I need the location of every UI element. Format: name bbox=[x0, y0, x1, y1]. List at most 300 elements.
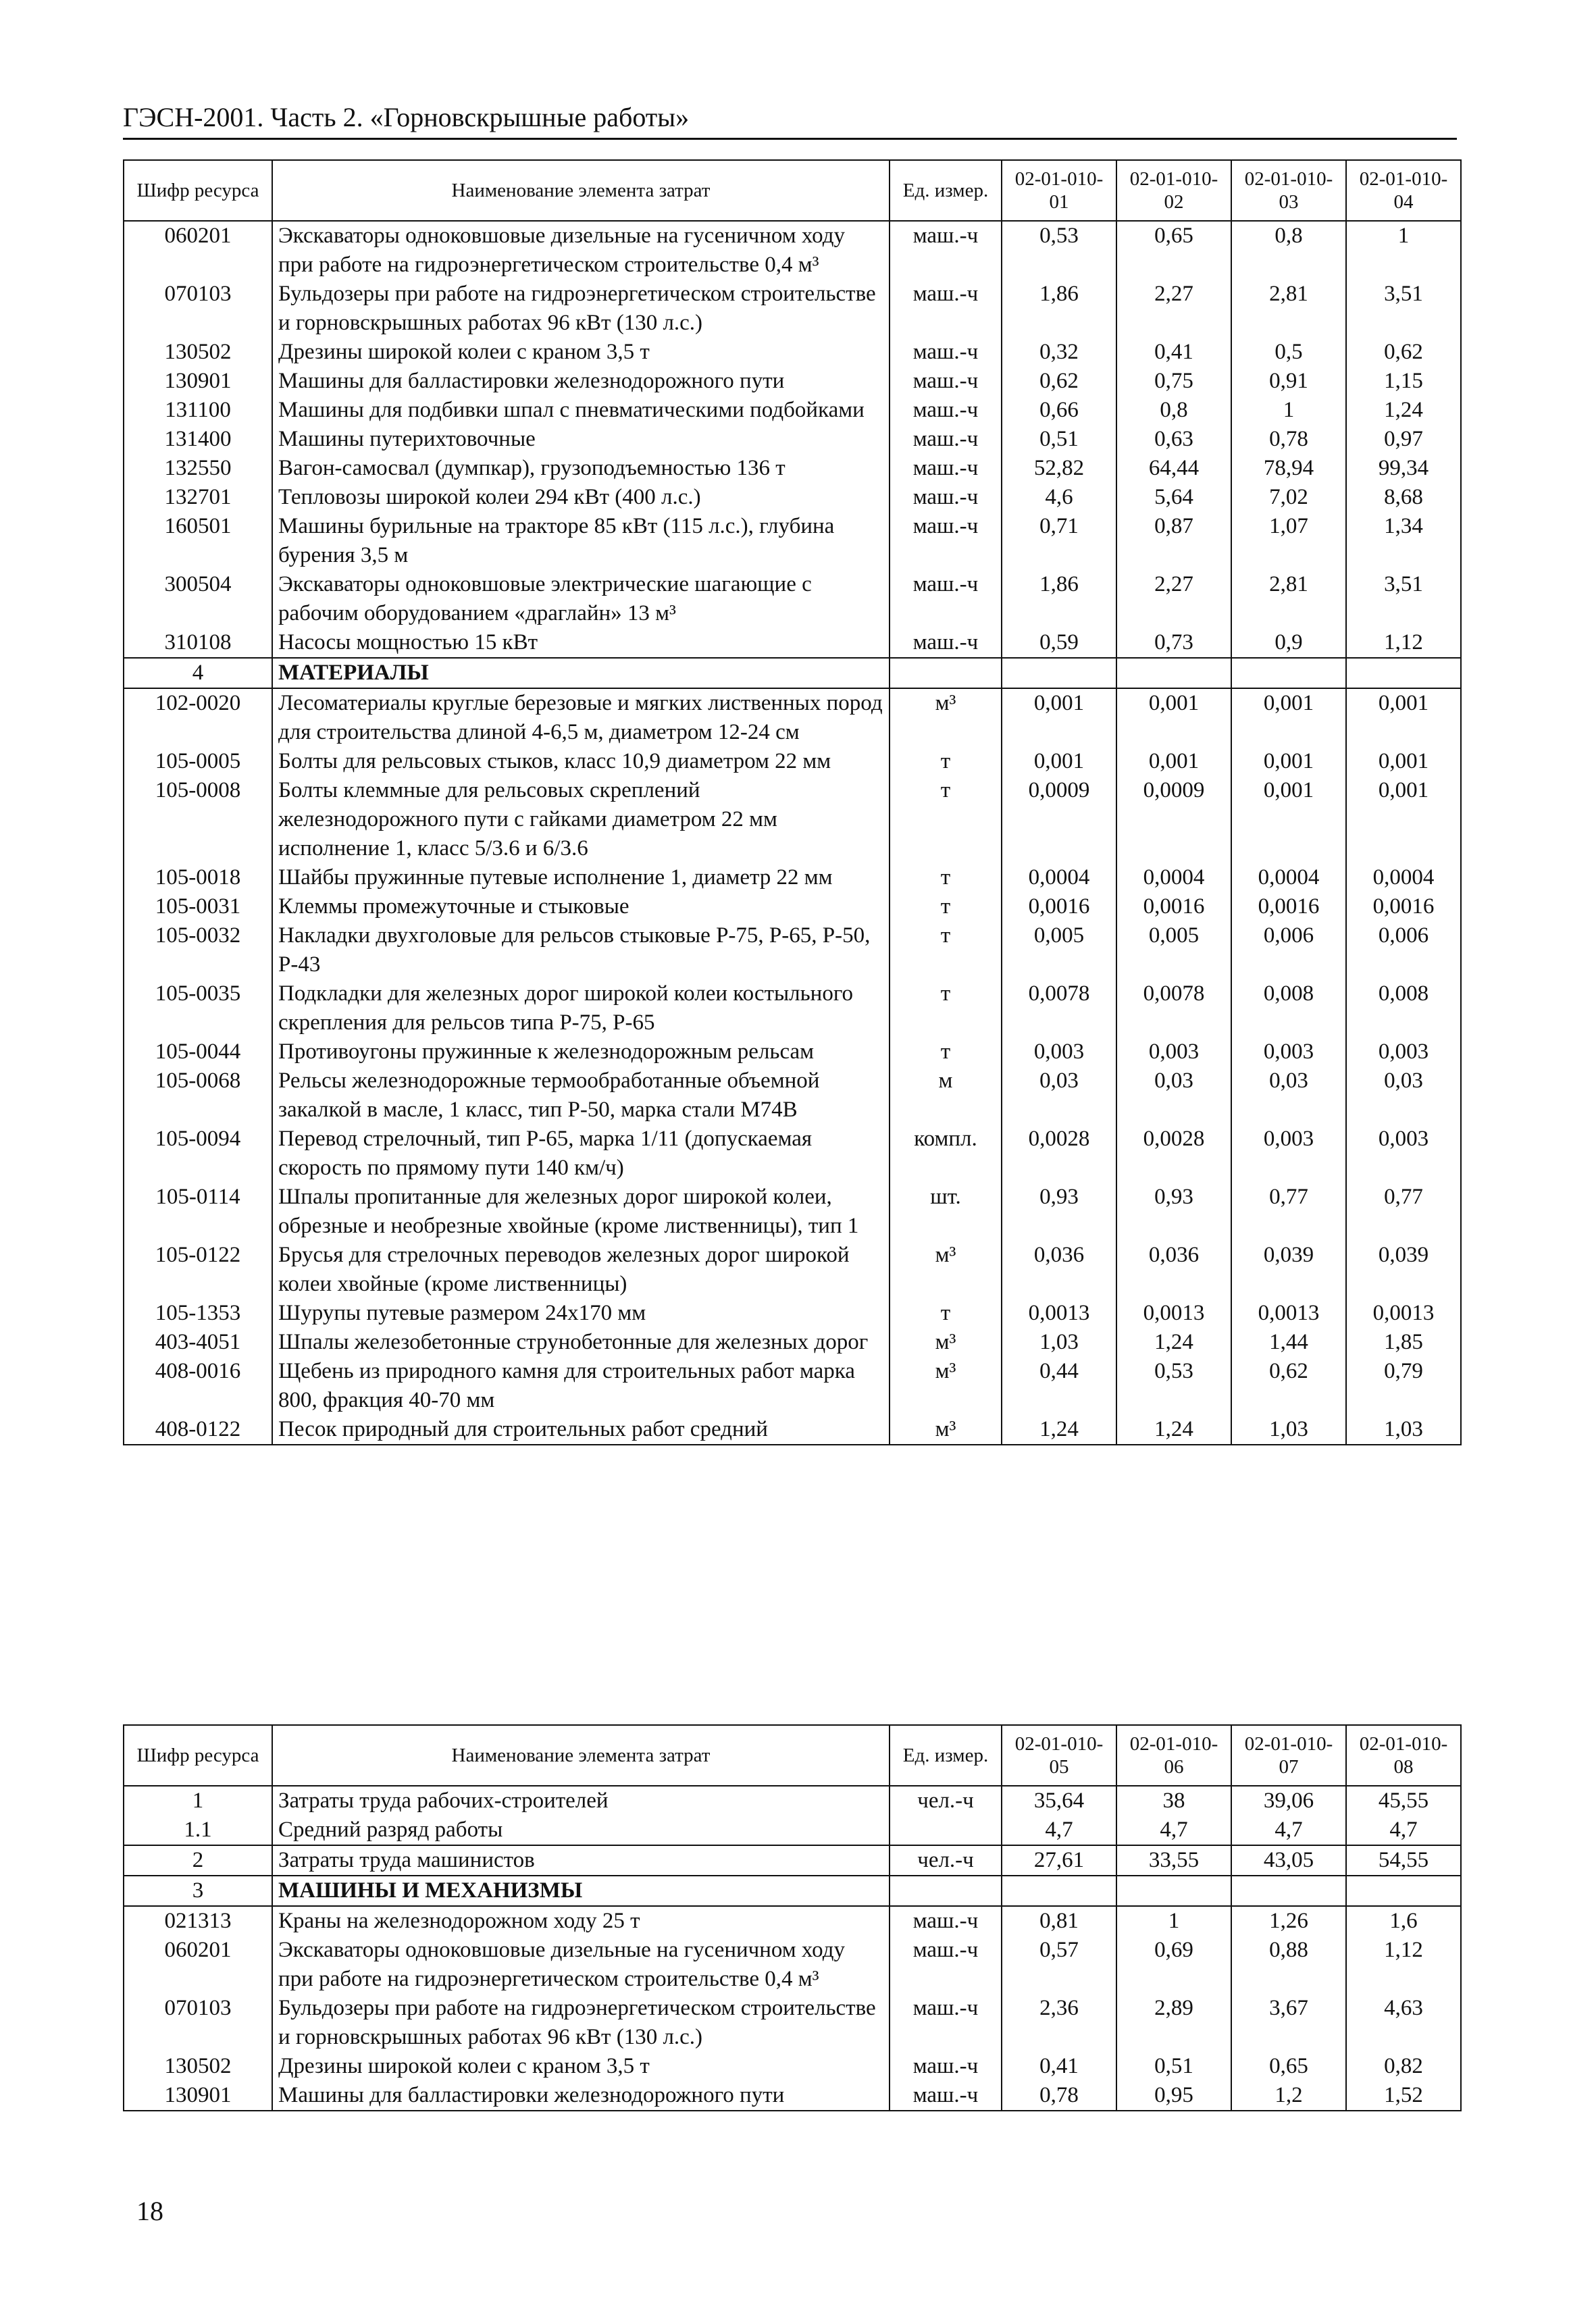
table-row bbox=[124, 454, 1461, 483]
unit-cell: т bbox=[890, 1037, 1002, 1066]
table-body bbox=[124, 221, 1461, 1445]
value-cell: 0,62 bbox=[1231, 1357, 1346, 1415]
resource-code-cell: 310108 bbox=[124, 628, 272, 658]
value-cell: 0,0013 bbox=[1116, 1299, 1231, 1328]
value-cell: 0,0004 bbox=[1346, 863, 1461, 892]
value-cell: 0,97 bbox=[1346, 425, 1461, 454]
value-cell: 0,69 bbox=[1116, 1936, 1231, 1994]
value-cell bbox=[1116, 658, 1231, 688]
resource-name-cell: Шурупы путевые размером 24х170 мм bbox=[272, 1299, 890, 1328]
value-cell: 0,75 bbox=[1116, 367, 1231, 396]
resource-name-cell: Дрезины широкой колеи с краном 3,5 т bbox=[272, 2052, 890, 2081]
value-cell bbox=[1002, 658, 1116, 688]
value-cell: 0,003 bbox=[1346, 1125, 1461, 1183]
value-cell bbox=[1346, 1876, 1461, 1906]
unit-cell: м bbox=[890, 1066, 1002, 1125]
value-cell: 0,0013 bbox=[1002, 1299, 1116, 1328]
value-cell: 2,81 bbox=[1231, 280, 1346, 338]
column-header-code: Шифр ресурса bbox=[124, 1725, 272, 1786]
value-cell: 2,81 bbox=[1231, 570, 1346, 628]
value-cell: 7,02 bbox=[1231, 483, 1346, 512]
column-header-norm: 02-01-010-05 bbox=[1002, 1725, 1116, 1786]
resource-name-cell: Клеммы промежуточные и стыковые bbox=[272, 892, 890, 921]
value-cell: 1 bbox=[1346, 221, 1461, 280]
resource-code-cell: 403-4051 bbox=[124, 1328, 272, 1357]
table-row bbox=[124, 2052, 1461, 2081]
value-cell: 0,78 bbox=[1231, 425, 1346, 454]
resource-name-cell: Болты клеммные для рельсовых скреплений железнодорожного пути с гайками диаметром 22 мм исполнение 1, класс 5/3.6 и 6/3.6 bbox=[272, 776, 890, 863]
resource-name-cell: Шпалы пропитанные для железных дорог широкой колеи, обрезные и необрезные хвойные (кроме лиственницы), тип 1 bbox=[272, 1183, 890, 1241]
column-header-code: Шифр ресурса bbox=[124, 160, 272, 221]
column-header-unit: Ед. измер. bbox=[890, 160, 1002, 221]
unit-cell: маш.-ч bbox=[890, 425, 1002, 454]
table-row bbox=[124, 1183, 1461, 1241]
value-cell: 1,24 bbox=[1346, 396, 1461, 425]
value-cell: 0,59 bbox=[1002, 628, 1116, 658]
value-cell: 0,53 bbox=[1116, 1357, 1231, 1415]
value-cell: 0,78 bbox=[1002, 2081, 1116, 2111]
resource-name-cell: МАШИНЫ И МЕХАНИЗМЫ bbox=[272, 1876, 890, 1906]
unit-cell: м³ bbox=[890, 1357, 1002, 1415]
value-cell: 1,26 bbox=[1231, 1906, 1346, 1936]
value-cell: 0,8 bbox=[1231, 221, 1346, 280]
value-cell: 0,8 bbox=[1116, 396, 1231, 425]
value-cell: 0,001 bbox=[1002, 747, 1116, 776]
page-header bbox=[123, 103, 1457, 140]
table-row bbox=[124, 628, 1461, 658]
resource-table-2 bbox=[123, 1724, 1462, 2111]
unit-cell: маш.-ч bbox=[890, 454, 1002, 483]
value-cell: 5,64 bbox=[1116, 483, 1231, 512]
resource-code-cell: 2 bbox=[124, 1845, 272, 1876]
value-cell: 54,55 bbox=[1346, 1845, 1461, 1876]
resource-name-cell: МАТЕРИАЛЫ bbox=[272, 658, 890, 688]
resource-code-cell: 132701 bbox=[124, 483, 272, 512]
resource-name-cell: Затраты труда рабочих-строителей bbox=[272, 1786, 890, 1816]
value-cell: 0,0004 bbox=[1231, 863, 1346, 892]
value-cell: 0,93 bbox=[1116, 1183, 1231, 1241]
table-row bbox=[124, 747, 1461, 776]
value-cell: 1,52 bbox=[1346, 2081, 1461, 2111]
value-cell: 1,2 bbox=[1231, 2081, 1346, 2111]
value-cell: 0,66 bbox=[1002, 396, 1116, 425]
value-cell: 0,0009 bbox=[1002, 776, 1116, 863]
value-cell: 0,001 bbox=[1116, 688, 1231, 747]
value-cell: 0,41 bbox=[1116, 338, 1231, 367]
value-cell: 0,039 bbox=[1346, 1241, 1461, 1299]
unit-cell: маш.-ч bbox=[890, 2052, 1002, 2081]
value-cell: 0,006 bbox=[1346, 921, 1461, 979]
value-cell: 0,03 bbox=[1116, 1066, 1231, 1125]
value-cell: 38 bbox=[1116, 1786, 1231, 1816]
page-number: 18 bbox=[136, 2196, 163, 2226]
value-cell: 0,0016 bbox=[1116, 892, 1231, 921]
value-cell: 0,0028 bbox=[1116, 1125, 1231, 1183]
value-cell: 35,64 bbox=[1002, 1786, 1116, 1816]
table-row bbox=[124, 1357, 1461, 1415]
resource-code-cell: 300504 bbox=[124, 570, 272, 628]
resource-name-cell: Насосы мощностью 15 кВт bbox=[272, 628, 890, 658]
value-cell: 0,51 bbox=[1002, 425, 1116, 454]
value-cell: 1,15 bbox=[1346, 367, 1461, 396]
table-row bbox=[124, 1906, 1461, 1936]
value-cell: 1,44 bbox=[1231, 1328, 1346, 1357]
value-cell: 1,85 bbox=[1346, 1328, 1461, 1357]
column-header-norm: 02-01-010-03 bbox=[1231, 160, 1346, 221]
resource-code-cell: 105-0068 bbox=[124, 1066, 272, 1125]
resource-code-cell: 105-0008 bbox=[124, 776, 272, 863]
unit-cell: маш.-ч bbox=[890, 628, 1002, 658]
value-cell: 0,03 bbox=[1346, 1066, 1461, 1125]
value-cell: 27,61 bbox=[1002, 1845, 1116, 1876]
table-row bbox=[124, 1845, 1461, 1876]
value-cell: 0,62 bbox=[1346, 338, 1461, 367]
resource-code-cell: 105-0035 bbox=[124, 979, 272, 1037]
value-cell: 1,24 bbox=[1116, 1328, 1231, 1357]
value-cell: 0,003 bbox=[1231, 1037, 1346, 1066]
resource-code-cell: 070103 bbox=[124, 1994, 272, 2052]
value-cell: 1,6 bbox=[1346, 1906, 1461, 1936]
value-cell: 0,91 bbox=[1231, 367, 1346, 396]
value-cell: 4,63 bbox=[1346, 1994, 1461, 2052]
value-cell: 0,32 bbox=[1002, 338, 1116, 367]
table-row bbox=[124, 1125, 1461, 1183]
table-row bbox=[124, 776, 1461, 863]
value-cell: 3,67 bbox=[1231, 1994, 1346, 2052]
unit-cell bbox=[890, 1876, 1002, 1906]
unit-cell: маш.-ч bbox=[890, 1906, 1002, 1936]
resource-name-cell: Перевод стрелочный, тип Р-65, марка 1/11 (допускаемая скорость по прямому пути 140 км/ч) bbox=[272, 1125, 890, 1183]
unit-cell: чел.-ч bbox=[890, 1845, 1002, 1876]
resource-code-cell: 060201 bbox=[124, 221, 272, 280]
value-cell: 0,88 bbox=[1231, 1936, 1346, 1994]
resource-name-cell: Вагон-самосвал (думпкар), грузоподъемностью 136 т bbox=[272, 454, 890, 483]
unit-cell: компл. bbox=[890, 1125, 1002, 1183]
value-cell: 0,81 bbox=[1002, 1906, 1116, 1936]
value-cell: 0,001 bbox=[1002, 688, 1116, 747]
resource-code-cell: 130901 bbox=[124, 2081, 272, 2111]
value-cell: 2,27 bbox=[1116, 280, 1231, 338]
resource-name-cell: Машины для балластировки железнодорожного пути bbox=[272, 367, 890, 396]
value-cell: 0,0013 bbox=[1346, 1299, 1461, 1328]
resource-name-cell: Бульдозеры при работе на гидроэнергетическом строительстве и горновскрышных работах 96 кВт (130 л.с.) bbox=[272, 280, 890, 338]
value-cell: 0,005 bbox=[1116, 921, 1231, 979]
value-cell: 0,87 bbox=[1116, 512, 1231, 570]
table-row bbox=[124, 221, 1461, 280]
value-cell: 43,05 bbox=[1231, 1845, 1346, 1876]
value-cell: 0,82 bbox=[1346, 2052, 1461, 2081]
table-row bbox=[124, 483, 1461, 512]
unit-cell: маш.-ч bbox=[890, 338, 1002, 367]
column-header-norm: 02-01-010-01 bbox=[1002, 160, 1116, 221]
resource-code-cell: 4 bbox=[124, 658, 272, 688]
value-cell: 0,65 bbox=[1116, 221, 1231, 280]
resource-code-cell: 105-0114 bbox=[124, 1183, 272, 1241]
value-cell: 1,12 bbox=[1346, 1936, 1461, 1994]
value-cell: 4,7 bbox=[1002, 1816, 1116, 1845]
value-cell: 0,65 bbox=[1231, 2052, 1346, 2081]
value-cell: 0,95 bbox=[1116, 2081, 1231, 2111]
value-cell bbox=[1231, 658, 1346, 688]
value-cell: 0,003 bbox=[1116, 1037, 1231, 1066]
table-body bbox=[124, 1786, 1461, 2111]
value-cell: 64,44 bbox=[1116, 454, 1231, 483]
section-row bbox=[124, 1876, 1461, 1906]
table-row bbox=[124, 396, 1461, 425]
column-header-norm: 02-01-010-07 bbox=[1231, 1725, 1346, 1786]
unit-cell: т bbox=[890, 863, 1002, 892]
value-cell: 0,006 bbox=[1231, 921, 1346, 979]
value-cell: 0,001 bbox=[1346, 776, 1461, 863]
resource-name-cell: Шайбы пружинные путевые исполнение 1, диаметр 22 мм bbox=[272, 863, 890, 892]
resource-code-cell: 060201 bbox=[124, 1936, 272, 1994]
value-cell: 0,41 bbox=[1002, 2052, 1116, 2081]
table-row bbox=[124, 1299, 1461, 1328]
value-cell: 0,63 bbox=[1116, 425, 1231, 454]
table-row bbox=[124, 1994, 1461, 2052]
value-cell: 3,51 bbox=[1346, 570, 1461, 628]
resource-name-cell: Затраты труда машинистов bbox=[272, 1845, 890, 1876]
value-cell: 0,036 bbox=[1002, 1241, 1116, 1299]
value-cell: 1,34 bbox=[1346, 512, 1461, 570]
value-cell: 0,0028 bbox=[1002, 1125, 1116, 1183]
resource-code-cell: 105-0018 bbox=[124, 863, 272, 892]
value-cell: 0,73 bbox=[1116, 628, 1231, 658]
value-cell: 0,44 bbox=[1002, 1357, 1116, 1415]
value-cell: 0,77 bbox=[1346, 1183, 1461, 1241]
value-cell: 0,0016 bbox=[1231, 892, 1346, 921]
resource-name-cell: Экскаваторы одноковшовые дизельные на гусеничном ходу при работе на гидроэнергетическом строительстве 0,4 м³ bbox=[272, 221, 890, 280]
table-row bbox=[124, 338, 1461, 367]
value-cell bbox=[1346, 658, 1461, 688]
resource-code-cell: 1.1 bbox=[124, 1816, 272, 1845]
value-cell: 0,9 bbox=[1231, 628, 1346, 658]
table-row bbox=[124, 1936, 1461, 1994]
resource-name-cell: Подкладки для железных дорог широкой колеи костыльного скрепления для рельсов типа Р-75, Р-65 bbox=[272, 979, 890, 1037]
unit-cell: т bbox=[890, 921, 1002, 979]
value-cell: 2,36 bbox=[1002, 1994, 1116, 2052]
resource-code-cell: 105-0122 bbox=[124, 1241, 272, 1299]
value-cell: 1,12 bbox=[1346, 628, 1461, 658]
value-cell: 0,0013 bbox=[1231, 1299, 1346, 1328]
value-cell: 1,24 bbox=[1116, 1415, 1231, 1445]
value-cell: 0,0004 bbox=[1116, 863, 1231, 892]
resource-name-cell: Экскаваторы одноковшовые дизельные на гусеничном ходу при работе на гидроэнергетическом строительстве 0,4 м³ bbox=[272, 1936, 890, 1994]
table-row bbox=[124, 1066, 1461, 1125]
value-cell: 1,24 bbox=[1002, 1415, 1116, 1445]
value-cell: 0,62 bbox=[1002, 367, 1116, 396]
resource-name-cell: Бульдозеры при работе на гидроэнергетическом строительстве и горновскрышных работах 96 кВт (130 л.с.) bbox=[272, 1994, 890, 2052]
value-cell bbox=[1116, 1876, 1231, 1906]
value-cell: 0,03 bbox=[1231, 1066, 1346, 1125]
value-cell: 0,53 bbox=[1002, 221, 1116, 280]
table-row bbox=[124, 688, 1461, 747]
value-cell: 0,51 bbox=[1116, 2052, 1231, 2081]
resource-code-cell: 160501 bbox=[124, 512, 272, 570]
value-cell: 45,55 bbox=[1346, 1786, 1461, 1816]
table-row bbox=[124, 1415, 1461, 1445]
table-row bbox=[124, 1241, 1461, 1299]
resource-name-cell: Средний разряд работы bbox=[272, 1816, 890, 1845]
value-cell: 1,03 bbox=[1346, 1415, 1461, 1445]
table-row bbox=[124, 1037, 1461, 1066]
resource-name-cell: Щебень из природного камня для строительных работ марка 800, фракция 40-70 мм bbox=[272, 1357, 890, 1415]
unit-cell bbox=[890, 658, 1002, 688]
resource-code-cell: 130502 bbox=[124, 338, 272, 367]
value-cell: 4,6 bbox=[1002, 483, 1116, 512]
table-header bbox=[124, 1725, 1461, 1786]
table-row bbox=[124, 425, 1461, 454]
value-cell: 4,7 bbox=[1346, 1816, 1461, 1845]
resource-name-cell: Машины для подбивки шпал с пневматическими подбойками bbox=[272, 396, 890, 425]
resource-code-cell: 105-0044 bbox=[124, 1037, 272, 1066]
resource-name-cell: Машины бурильные на тракторе 85 кВт (115 л.с.), глубина бурения 3,5 м bbox=[272, 512, 890, 570]
resource-code-cell: 105-0031 bbox=[124, 892, 272, 921]
value-cell: 0,039 bbox=[1231, 1241, 1346, 1299]
resource-code-cell: 130502 bbox=[124, 2052, 272, 2081]
unit-cell: маш.-ч bbox=[890, 367, 1002, 396]
value-cell: 1,03 bbox=[1002, 1328, 1116, 1357]
unit-cell: маш.-ч bbox=[890, 2081, 1002, 2111]
column-header-unit: Ед. измер. bbox=[890, 1725, 1002, 1786]
value-cell: 0,0004 bbox=[1002, 863, 1116, 892]
value-cell: 4,7 bbox=[1116, 1816, 1231, 1845]
resource-table-1 bbox=[123, 159, 1462, 1445]
resource-name-cell: Рельсы железнодорожные термообработанные объемной закалкой в масле, 1 класс, тип Р-50, марка стали М74В bbox=[272, 1066, 890, 1125]
value-cell bbox=[1231, 1876, 1346, 1906]
value-cell: 0,0078 bbox=[1116, 979, 1231, 1037]
unit-cell: т bbox=[890, 1299, 1002, 1328]
value-cell: 0,008 bbox=[1346, 979, 1461, 1037]
resource-code-cell: 131400 bbox=[124, 425, 272, 454]
unit-cell: м³ bbox=[890, 1415, 1002, 1445]
resource-name-cell: Песок природный для строительных работ средний bbox=[272, 1415, 890, 1445]
value-cell: 0,77 bbox=[1231, 1183, 1346, 1241]
unit-cell: м³ bbox=[890, 1328, 1002, 1357]
unit-cell: маш.-ч bbox=[890, 570, 1002, 628]
value-cell: 0,001 bbox=[1231, 747, 1346, 776]
value-cell: 0,71 bbox=[1002, 512, 1116, 570]
column-header-name: Наименование элемента затрат bbox=[272, 1725, 890, 1786]
value-cell: 0,0078 bbox=[1002, 979, 1116, 1037]
resource-name-cell: Машины для балластировки железнодорожного пути bbox=[272, 2081, 890, 2111]
resource-code-cell: 130901 bbox=[124, 367, 272, 396]
resource-code-cell: 102-0020 bbox=[124, 688, 272, 747]
resource-name-cell: Болты для рельсовых стыков, класс 10,9 диаметром 22 мм bbox=[272, 747, 890, 776]
value-cell: 0,79 bbox=[1346, 1357, 1461, 1415]
unit-cell: т bbox=[890, 979, 1002, 1037]
value-cell: 1,03 bbox=[1231, 1415, 1346, 1445]
unit-cell: маш.-ч bbox=[890, 483, 1002, 512]
unit-cell: маш.-ч bbox=[890, 1936, 1002, 1994]
value-cell: 0,003 bbox=[1346, 1037, 1461, 1066]
value-cell: 99,34 bbox=[1346, 454, 1461, 483]
value-cell: 0,93 bbox=[1002, 1183, 1116, 1241]
resource-code-cell: 132550 bbox=[124, 454, 272, 483]
table-row bbox=[124, 367, 1461, 396]
resource-code-cell: 105-0005 bbox=[124, 747, 272, 776]
unit-cell: м³ bbox=[890, 688, 1002, 747]
table-row bbox=[124, 2081, 1461, 2111]
unit-cell: т bbox=[890, 776, 1002, 863]
resource-code-cell: 105-0032 bbox=[124, 921, 272, 979]
resource-code-cell: 105-0094 bbox=[124, 1125, 272, 1183]
column-header-norm: 02-01-010-08 bbox=[1346, 1725, 1461, 1786]
value-cell: 0,03 bbox=[1002, 1066, 1116, 1125]
column-header-norm: 02-01-010-06 bbox=[1116, 1725, 1231, 1786]
table-row bbox=[124, 863, 1461, 892]
table-row bbox=[124, 921, 1461, 979]
resource-name-cell: Лесоматериалы круглые березовые и мягких лиственных пород для строительства длиной 4-6,5 м, диаметром 12-24 см bbox=[272, 688, 890, 747]
unit-cell: шт. bbox=[890, 1183, 1002, 1241]
value-cell: 33,55 bbox=[1116, 1845, 1231, 1876]
value-cell: 78,94 bbox=[1231, 454, 1346, 483]
value-cell: 1 bbox=[1231, 396, 1346, 425]
value-cell: 0,001 bbox=[1116, 747, 1231, 776]
unit-cell bbox=[890, 1816, 1002, 1845]
unit-cell: маш.-ч bbox=[890, 221, 1002, 280]
table-row bbox=[124, 892, 1461, 921]
value-cell: 39,06 bbox=[1231, 1786, 1346, 1816]
value-cell: 0,008 bbox=[1231, 979, 1346, 1037]
value-cell: 0,003 bbox=[1231, 1125, 1346, 1183]
table-row bbox=[124, 1328, 1461, 1357]
value-cell: 0,036 bbox=[1116, 1241, 1231, 1299]
value-cell: 0,001 bbox=[1231, 688, 1346, 747]
value-cell: 4,7 bbox=[1231, 1816, 1346, 1845]
value-cell: 8,68 bbox=[1346, 483, 1461, 512]
value-cell: 2,89 bbox=[1116, 1994, 1231, 2052]
resource-code-cell: 408-0122 bbox=[124, 1415, 272, 1445]
resource-name-cell: Тепловозы широкой колеи 294 кВт (400 л.с.) bbox=[272, 483, 890, 512]
value-cell: 0,001 bbox=[1346, 688, 1461, 747]
value-cell: 52,82 bbox=[1002, 454, 1116, 483]
resource-code-cell: 021313 bbox=[124, 1906, 272, 1936]
unit-cell: маш.-ч bbox=[890, 396, 1002, 425]
resource-code-cell: 070103 bbox=[124, 280, 272, 338]
value-cell: 1 bbox=[1116, 1906, 1231, 1936]
table-row bbox=[124, 512, 1461, 570]
unit-cell: м³ bbox=[890, 1241, 1002, 1299]
resource-name-cell: Брусья для стрелочных переводов железных дорог широкой колеи хвойные (кроме лиственницы) bbox=[272, 1241, 890, 1299]
value-cell: 0,0016 bbox=[1002, 892, 1116, 921]
value-cell: 0,0016 bbox=[1346, 892, 1461, 921]
value-cell: 1,07 bbox=[1231, 512, 1346, 570]
table-header bbox=[124, 160, 1461, 221]
value-cell: 0,005 bbox=[1002, 921, 1116, 979]
value-cell: 0,5 bbox=[1231, 338, 1346, 367]
unit-cell: т bbox=[890, 747, 1002, 776]
table-row bbox=[124, 280, 1461, 338]
value-cell: 2,27 bbox=[1116, 570, 1231, 628]
section-row bbox=[124, 658, 1461, 688]
table-row bbox=[124, 979, 1461, 1037]
table-row bbox=[124, 1816, 1461, 1845]
table-row bbox=[124, 570, 1461, 628]
column-header-norm: 02-01-010-02 bbox=[1116, 160, 1231, 221]
value-cell: 1,86 bbox=[1002, 280, 1116, 338]
resource-code-cell: 1 bbox=[124, 1786, 272, 1816]
resource-name-cell: Экскаваторы одноковшовые электрические шагающие с рабочим оборудованием «драглайн» 13 м³ bbox=[272, 570, 890, 628]
column-header-norm: 02-01-010-04 bbox=[1346, 160, 1461, 221]
resource-code-cell: 408-0016 bbox=[124, 1357, 272, 1415]
column-header-name: Наименование элемента затрат bbox=[272, 160, 890, 221]
page-header-title: ГЭСН-2001. Часть 2. «Горновскрышные работы» bbox=[123, 102, 690, 132]
resource-name-cell: Противоугоны пружинные к железнодорожным рельсам bbox=[272, 1037, 890, 1066]
unit-cell: чел.-ч bbox=[890, 1786, 1002, 1816]
resource-code-cell: 105-1353 bbox=[124, 1299, 272, 1328]
resource-name-cell: Дрезины широкой колеи с краном 3,5 т bbox=[272, 338, 890, 367]
